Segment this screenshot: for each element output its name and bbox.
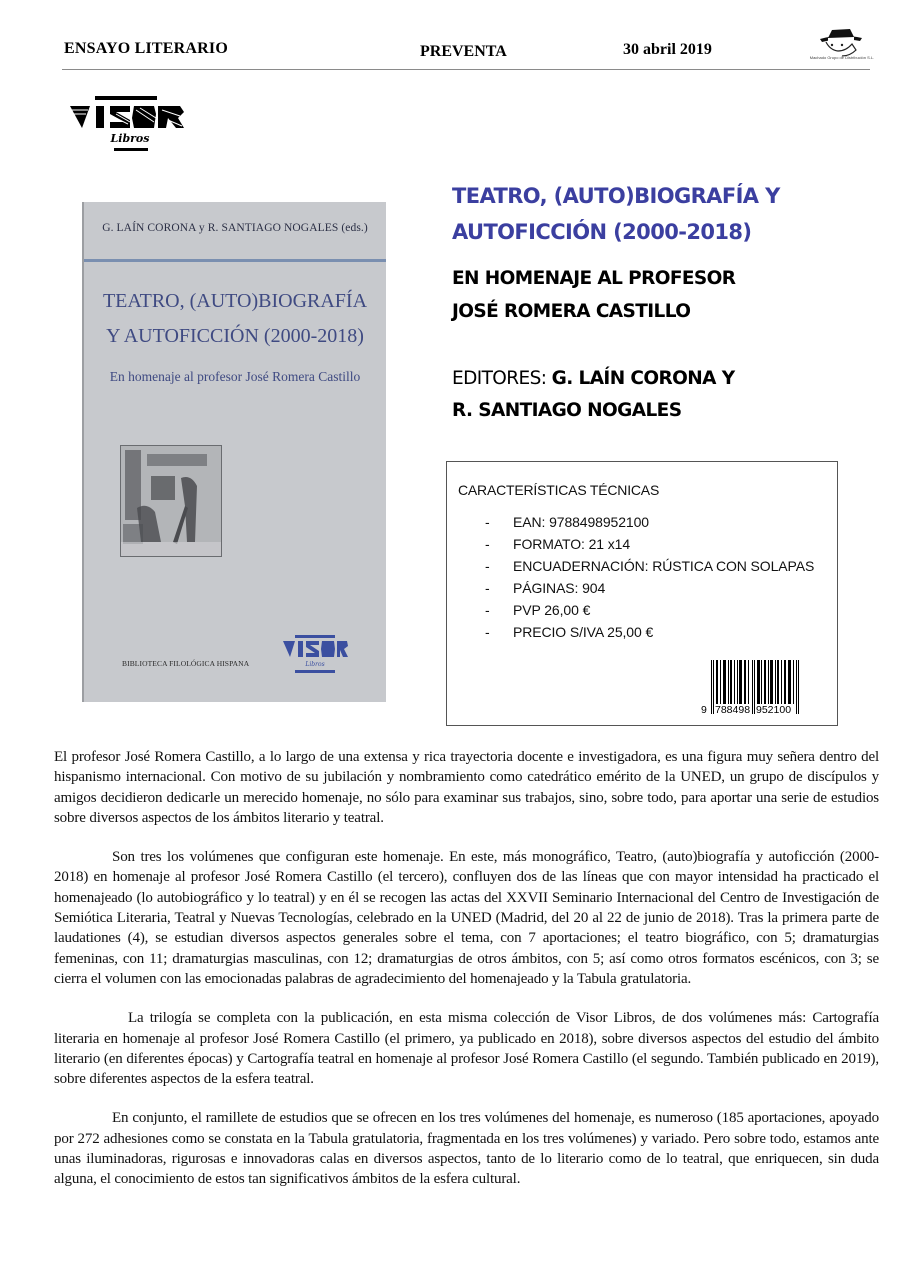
book-subtitle-line1: EN HOMENAJE AL PROFESOR: [452, 268, 736, 289]
spec-item-ean: - EAN: 9788498952100: [485, 514, 649, 530]
header-divider: [62, 69, 870, 70]
description-body: [54, 747, 879, 1209]
cover-title-line1: TEATRO, (AUTO)BIOGRAFÍA: [102, 290, 368, 312]
spec-item-price-no-vat: - PRECIO S/IVA 25,00 €: [485, 624, 654, 640]
paragraph-intro: El profesor José Romera Castillo, a lo largo de una extensa y rica trayectoria docente e investigadora, es una figura muy señera dentro del hispanismo internacional. Con motivo de su jubilación y nombramiento como catedrático emérito de la UNED, un grupo de discípulos y amigos decidieron dedicarle un merecido homenaje, no sólo para examinar sus trabajos, sino, sobre todo, para aportar una serie de estudios sobre diversos aspectos de los ámbitos literario y teatral.: [54, 749, 879, 826]
paragraph-volumes: Son tres los volúmenes que configuran este homenaje. En este, más monográfico, Teatro, (auto)biografía y autoficción (2000-2018) en homenaje al profesor José Romera Castillo (el tercero), confluyen dos de las líneas que con mayor intensidad ha practicado el homenajeado (lo autobiográfico y lo teatral) y en él se recogen las actas del XXVII Seminario Internacional del Centro de Investigación de Semiótica Literaria, Teatral y Nuevas Tecnologías, celebrado en la UNED (Madrid, del 20 al 22 de junio de 2018). Tras la primera parte de laudationes (4), se estudian diversos aspectos generales sobre el tema, con 7 aportaciones; el teatro biográfico, con 5; dramaturgias femeninas, con 11; dramaturgias masculinas, con 12; dramaturgias de otros ámbitos, con 5; así como otros formatos escénicos, con 3; se cierra el volumen con las emocionadas palabras de agradecimiento del homenajeado y la Tabula gratulatoria.: [54, 849, 879, 987]
editors-label: EDITORES:: [452, 368, 552, 389]
cover-engraving-illustration: [120, 445, 222, 557]
bullet-dash: -: [485, 624, 490, 640]
book-cover-image: [82, 202, 386, 702]
paragraph-trilogy: La trilogía se completa con la publicación, en esta misma colección de Visor Libros, de dos volúmenes más: Cartografía literaria en homenaje al profesor José Romera Castillo (el primero, ya publicado en 2018), sobre diversos aspectos del estudio del ámbito literario (en diferentes épocas) y Cartografía teatral en homenaje al profesor José Romera Castillo (el segundo. También publicado en 2019), sobre diferentes aspectos de la esfera teatral.: [54, 1010, 879, 1088]
header-status: PREVENTA: [420, 43, 507, 60]
bullet-dash: -: [485, 580, 490, 596]
cover-subtitle: En homenaje al profesor José Romera Castillo: [109, 369, 361, 384]
svg-text:Libros: Libros: [305, 661, 325, 668]
ean-barcode: [701, 660, 809, 716]
cover-series-name: BIBLIOTECA FILOLÓGICA HISPANA: [122, 659, 250, 668]
book-editors: [452, 363, 852, 427]
bullet-dash: -: [485, 536, 490, 552]
spec-item-format: - FORMATO: 21 x14: [485, 536, 631, 552]
distributor-caption: Machado Grupo de Distribución S.L.: [809, 55, 875, 60]
visor-libros-logo-icon: [68, 94, 186, 156]
barcode-digit-first: 9: [701, 704, 707, 716]
technical-specs-box: [446, 461, 838, 726]
header-date: 30 abril 2019: [623, 41, 712, 58]
cover-title-line2: Y AUTOFICCIÓN (2000-2018): [106, 325, 364, 347]
book-title-line1: TEATRO, (AUTO)BIOGRAFÍA Y: [452, 184, 780, 208]
book-subtitle-line2: JOSÉ ROMERA CASTILLO: [452, 301, 691, 322]
book-subtitle: [452, 262, 852, 328]
bullet-dash: -: [485, 558, 490, 574]
header-category: ENSAYO LITERARIO: [64, 40, 228, 57]
specs-title: CARACTERÍSTICAS TÉCNICAS: [458, 482, 660, 498]
bullet-dash: -: [485, 514, 490, 530]
cover-editors: G. LAÍN CORONA y R. SANTIAGO NOGALES (eds.): [102, 222, 368, 234]
specs-list: [447, 514, 837, 646]
spec-item-pvp: - PVP 26,00 €: [485, 602, 591, 618]
book-title: [452, 178, 852, 250]
cover-divider-band: [84, 259, 386, 262]
cover-title: [84, 284, 386, 354]
editors-line2: R. SANTIAGO NOGALES: [452, 400, 682, 421]
barcode-digits-left: 788498: [715, 704, 751, 716]
cover-visor-logo-icon: [281, 635, 349, 675]
paragraph-conclusion: En conjunto, el ramillete de estudios que se ofrecen en los tres volúmenes del homenaje, es numeroso (185 aportaciones, apoyado por 272 adhesiones como se constata en la Tabula gratulatoria, fragmentada en los tres volúmenes) y variado. Pero sobre todo, estamos ante unas iluminadoras, rigurosas e innovadoras calas en diversos aspectos, tanto de lo literario como de lo teatral, que enriquecen, sin duda alguna, el conocimiento de estos tan significativos ámbitos de la esfera cultural.: [54, 1110, 879, 1188]
editors-line1: G. LAÍN CORONA Y: [551, 368, 735, 389]
visor-sub-label: Libros: [110, 132, 150, 145]
bullet-dash: -: [485, 602, 490, 618]
spec-item-binding: - ENCUADERNACIÓN: RÚSTICA CON SOLAPAS: [485, 558, 815, 574]
barcode-digits-right: 952100: [756, 704, 792, 716]
book-title-line2: AUTOFICCIÓN (2000-2018): [452, 220, 752, 244]
spec-item-pages: - PÁGINAS: 904: [485, 580, 606, 596]
